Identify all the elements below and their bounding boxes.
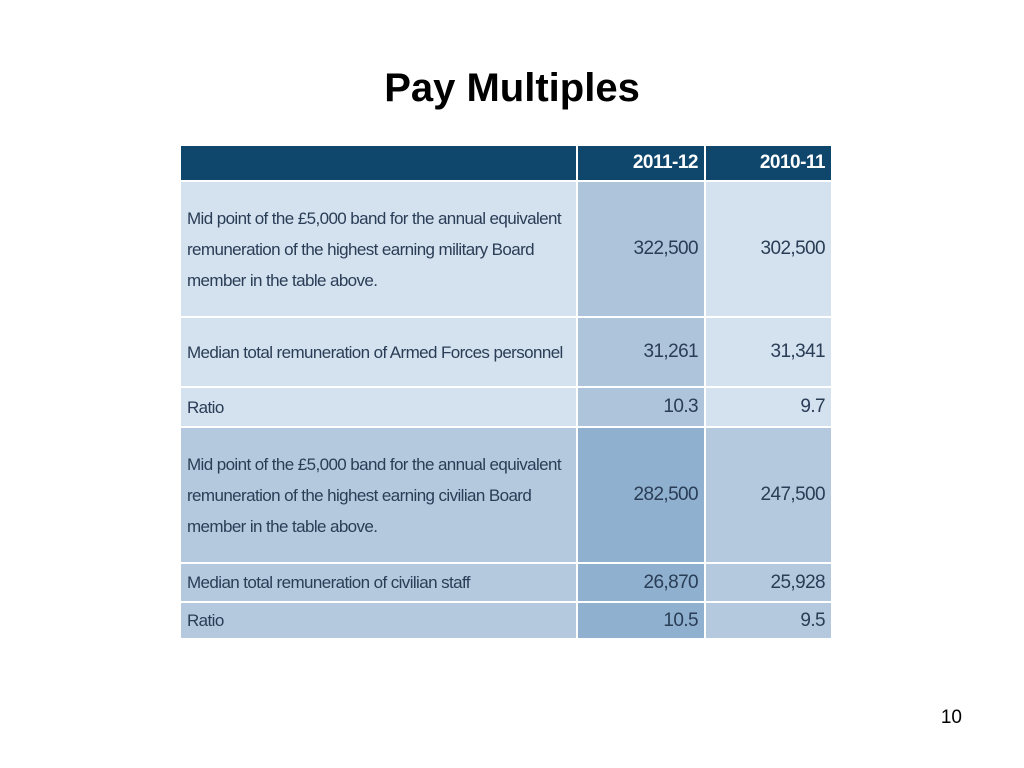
value-2011-12: 282,500 [578,428,704,562]
value-2011-12: 10.5 [578,603,704,638]
table-row [181,603,831,638]
table-header-row [181,146,831,180]
header-2010-11: 2010-11 [706,146,831,180]
value-2010-11: 302,500 [706,182,831,316]
header-label-column [181,146,576,180]
value-2011-12: 31,261 [578,318,704,386]
row-label: Median total remuneration of Armed Forces personnel [181,318,576,386]
value-2010-11: 9.7 [706,388,831,426]
pay-multiples-table-container [181,146,831,638]
table-row [181,388,831,426]
header-2011-12: 2011-12 [578,146,704,180]
value-2010-11: 25,928 [706,564,831,601]
page-number: 10 [940,707,962,728]
table-row [181,428,831,562]
row-label: Mid point of the £5,000 band for the annual equivalent remuneration of the highest earning civilian Board member in the table above. [181,428,576,562]
row-label: Median total remuneration of civilian staff [181,564,576,601]
row-label: Ratio [181,388,576,426]
value-2010-11: 31,341 [706,318,831,386]
value-2011-12: 10.3 [578,388,704,426]
pay-multiples-table [179,144,833,640]
table-row [181,182,831,316]
value-2011-12: 26,870 [578,564,704,601]
value-2011-12: 322,500 [578,182,704,316]
value-2010-11: 247,500 [706,428,831,562]
table-row [181,318,831,386]
row-label: Mid point of the £5,000 band for the annual equivalent remuneration of the highest earning military Board member in the table above. [181,182,576,316]
table-row [181,564,831,601]
row-label: Ratio [181,603,576,638]
value-2010-11: 9.5 [706,603,831,638]
slide-title: Pay Multiples [384,66,640,110]
